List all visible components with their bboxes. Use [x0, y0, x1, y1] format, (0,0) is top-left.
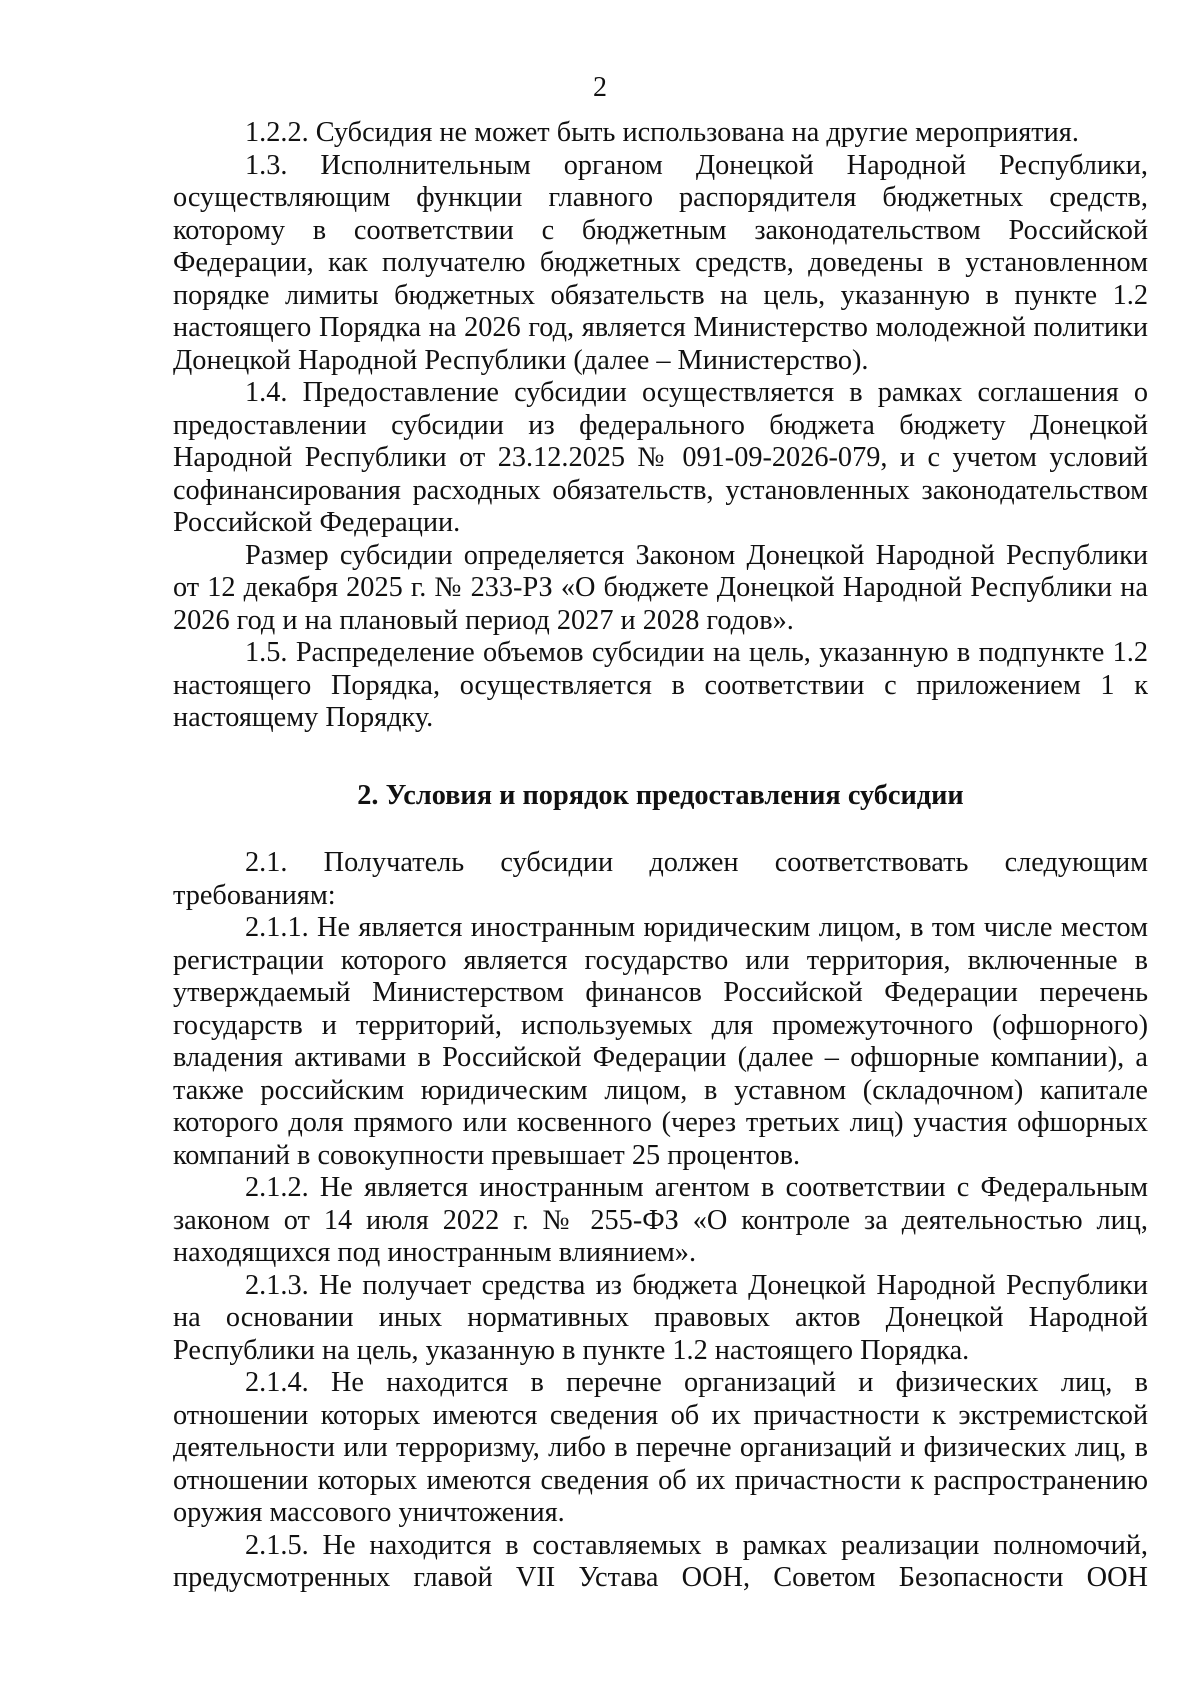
paragraph-1-5: 1.5. Распределение объемов субсидии на цель, указанную в подпункте 1.2 настоящего Порядка, осуществляется в соответствии с приложением 1 к настоящему Порядку.: [173, 637, 1148, 733]
paragraph-2-1-3: 2.1.3. Не получает средства из бюджета Донецкой Народной Республики на основании иных нормативных правовых актов Донецкой Народной Республики на цель, указанную в пункте 1.2 настоящего Порядка.: [173, 1269, 1148, 1366]
paragraph-1-3: 1.3. Исполнительным органом Донецкой Народной Республики, осуществляющим функции главного распорядителя бюджетных средств, которому в соответствии с бюджетным законодательством Российской Федерации, как получателю бюджетных средств, доведены в установленном порядке лимиты бюджетных обязательств на цель, указанную в пункте 1.2 настоящего Порядка на 2026 год, является Министерство молодежной политики Донецкой Народной Республики (далее – Министерство).: [173, 149, 1148, 376]
page-number: 2: [593, 72, 607, 103]
section-heading: 2. Условия и порядок предоставления субсидии: [357, 779, 964, 811]
paragraph-1-2-2: 1.2.2. Субсидия не может быть использована на другие мероприятия.: [245, 117, 1079, 148]
paragraph-2-1-2: 2.1.2. Не является иностранным агентом в соответствии с Федеральным законом от 14 июля 2022 г. № 255-ФЗ «О контроле за деятельностью лиц, находящихся под иностранным влиянием».: [173, 1172, 1148, 1268]
paragraph-2-1-4: 2.1.4. Не находится в перечне организаций и физических лиц, в отношении которых имеются сведения об их причастности к экстремистской деятельности или терроризму, либо в перечне организаций и физических лиц, в отношении которых имеются сведения об их причастности к распространению оружия массового уничтожения.: [173, 1367, 1148, 1528]
paragraph-2-1: 2.1. Получатель субсидии должен соответствовать следующим требованиям:: [173, 847, 1148, 911]
paragraph-2-1-5: 2.1.5. Не находится в составляемых в рамках реализации полномочий, предусмотренных главой VII Устава ООН, Советом Безопасности ООН: [173, 1529, 1148, 1593]
paragraph-subsidy-size: Размер субсидии определяется Законом Донецкой Народной Республики от 12 декабря 2025 г. № 233-РЗ «О бюджете Донецкой Народной Республики на 2026 год и на плановый период 2027 и 2028 годов».: [173, 539, 1148, 636]
document-body: [173, 117, 1148, 1595]
paragraph-1-4: 1.4. Предоставление субсидии осуществляется в рамках соглашения о предоставлении субсидии из федерального бюджета бюджету Донецкой Народной Республики от 23.12.2025 № 091-09-2026-079, и с учетом условий софинансирования расходных обязательств, установленных законодательством Российской Федерации.: [173, 377, 1148, 538]
paragraph-2-1-1: 2.1.1. Не является иностранным юридическим лицом, в том числе местом регистрации которого является государство или территория, включенные в утверждаемый Министерством финансов Российской Федерации перечень государств и территорий, используемых для промежуточного (офшорного) владения активами в Российской Федерации (далее – офшорные компании), а также российским юридическим лицом, в уставном (складочном) капитале которого доля прямого или косвенного (через третьих лиц) участия офшорных компаний в совокупности превышает 25 процентов.: [173, 912, 1148, 1171]
